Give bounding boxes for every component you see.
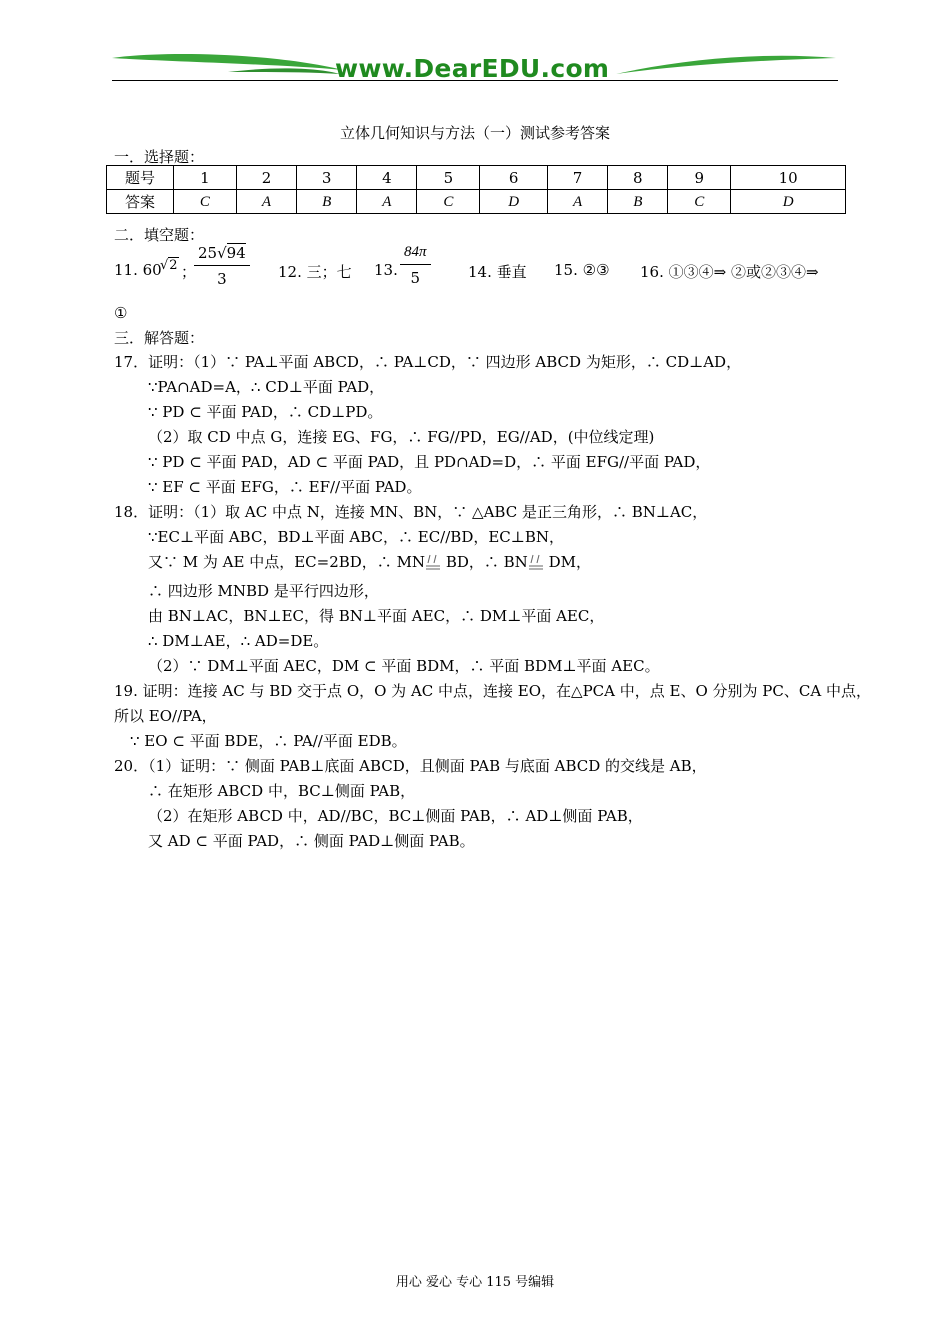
- solution-text: BD，∴ BN: [441, 553, 528, 571]
- solution-line: 19. 证明：连接 AC 与 BD 交于点 O，O 为 AC 中点，连接 EO，在△PCA 中，点 E、O 分别为 PC、CA 中点，: [114, 682, 871, 700]
- q16-answer: 16. ①③④⇒ ②或②③④⇒: [640, 263, 819, 281]
- q13-label: 13.: [374, 261, 398, 279]
- q11-fraction: [194, 244, 250, 288]
- solution-text: 又∵ M 为 AE 中点，EC=2BD，∴ MN: [148, 553, 426, 571]
- left-swoosh-tail: [228, 68, 340, 74]
- q12-answer: 12. 三；七: [278, 263, 352, 281]
- q16-continuation: ①: [114, 304, 128, 322]
- fill-in-answers-row: [114, 244, 854, 296]
- solution-text: DM，: [543, 553, 591, 571]
- table-cell: B: [608, 190, 668, 214]
- table-cell: A: [236, 190, 296, 214]
- sqrt-sign: √: [217, 244, 227, 262]
- solution-line: ∵ EF ⊂ 平面 EFG，∴ EF//平面 PAD。: [148, 478, 422, 496]
- solution-line: 17．证明：（1）∵ PA⊥平面 ABCD，∴ PA⊥CD，∵ 四边形 ABCD 为矩形，∴ CD⊥AD，: [114, 353, 742, 371]
- q11-sqrt: [160, 258, 179, 273]
- solution-line: ∵ PD ⊂ 平面 PAD，∴ CD⊥PD。: [148, 403, 383, 421]
- q13-fraction: [400, 244, 431, 287]
- table-cell: D: [480, 190, 548, 214]
- sqrt-sign: √: [160, 258, 169, 273]
- solution-line: （2）在矩形 ABCD 中，AD//BC，BC⊥侧面 PAB，∴ AD⊥侧面 PAB，: [148, 807, 643, 825]
- table-cell: A: [547, 190, 607, 214]
- solution-line: 18．证明：（1）取 AC 中点 N，连接 MN、BN，∵ △ABC 是正三角形，∴ BN⊥AC，: [114, 503, 708, 521]
- q11-separator: ；: [181, 263, 197, 281]
- solution-line-parallel-equal: [148, 552, 591, 572]
- fraction-numerator: 84π: [400, 244, 431, 265]
- parallel-equal-glyph: [528, 553, 544, 571]
- q11-radicand: 2: [169, 258, 178, 273]
- answer-table: [106, 165, 846, 214]
- table-cell: 8: [608, 166, 668, 190]
- fraction-numerator: [194, 244, 250, 266]
- solution-line: ∴ 四边形 MNBD 是平行四边形，: [148, 582, 379, 600]
- table-row-numbers: [107, 166, 846, 190]
- solution-line: ∴ 在矩形 ABCD 中，BC⊥侧面 PAB，: [148, 782, 416, 800]
- table-cell: C: [174, 190, 237, 214]
- page-title: 立体几何知识与方法（一）测试参考答案: [339, 124, 610, 142]
- parallel-equal-symbol: [425, 553, 441, 571]
- solution-line: ∴ DM⊥AE，∴ AD=DE。: [148, 632, 329, 650]
- q15-answer: 15. ②③: [554, 261, 610, 279]
- q14-answer: 14. 垂直: [468, 263, 527, 281]
- table-row-answers: [107, 190, 846, 214]
- solution-line: 所以 EO//PA，: [114, 707, 217, 725]
- site-logo-text[interactable]: www.DearEDU.com: [335, 54, 610, 83]
- parallel-equal-symbol: [528, 553, 544, 571]
- table-cell: 7: [547, 166, 607, 190]
- solution-line: （2）∵ DM⊥平面 AEC，DM ⊂ 平面 BDM，∴ 平面 BDM⊥平面 AEC。: [148, 657, 660, 675]
- solution-line: 又 AD ⊂ 平面 PAD，∴ 侧面 PAD⊥侧面 PAB。: [148, 832, 475, 850]
- section3-heading: 三．解答题：: [114, 329, 205, 347]
- page-footer: 用心 爱心 专心 115 号编辑: [395, 1275, 555, 1290]
- right-swoosh: [616, 56, 836, 74]
- numerator-coefficient: 25: [198, 244, 218, 262]
- table-cell: C: [417, 190, 480, 214]
- table-cell: 3: [297, 166, 357, 190]
- q11-label: 11. 60: [114, 261, 162, 279]
- solution-line: 20．（1）证明：∵ 侧面 PAB⊥底面 ABCD，且侧面 PAB 与底面 ABCD 的交线是 AB，: [114, 757, 707, 775]
- solution-line: ∵PA∩AD=A，∴ CD⊥平面 PAD，: [148, 378, 385, 396]
- table-cell: D: [731, 190, 846, 214]
- table-cell: 4: [357, 166, 417, 190]
- solution-line: ∵EC⊥平面 ABC，BD⊥平面 ABC，∴ EC//BD，EC⊥BN，: [148, 528, 565, 546]
- section1-heading: 一．选择题：: [114, 148, 205, 166]
- solution-line: 由 BN⊥AC，BN⊥EC，得 BN⊥平面 AEC，∴ DM⊥平面 AEC，: [148, 607, 605, 625]
- table-cell: 9: [668, 166, 731, 190]
- table-cell: A: [357, 190, 417, 214]
- left-swoosh: [112, 54, 343, 70]
- solution-line: ∵ EO ⊂ 平面 BDE，∴ PA//平面 EDB。: [130, 732, 407, 750]
- row-label-number: 题号: [107, 166, 174, 190]
- solution-line: （2）取 CD 中点 G，连接 EG、FG，∴ FG//PD，EG//AD，(中位线定理): [148, 428, 655, 446]
- table-cell: B: [297, 190, 357, 214]
- solution-line: ∵ PD ⊂ 平面 PAD，AD ⊂ 平面 PAD，且 PD∩AD=D，∴ 平面 EFG//平面 PAD，: [148, 453, 711, 471]
- table-cell: C: [668, 190, 731, 214]
- fraction-denominator: 5: [410, 269, 421, 287]
- numerator-radicand: 94: [226, 244, 246, 262]
- table-cell: 6: [480, 166, 548, 190]
- header-rule: [112, 80, 838, 81]
- parallel-equal-glyph: [425, 553, 441, 571]
- section2-heading: 二．填空题：: [114, 226, 205, 244]
- fraction-denominator: 3: [217, 270, 227, 288]
- table-cell: 5: [417, 166, 480, 190]
- table-cell: 1: [174, 166, 237, 190]
- row-label-answer: 答案: [107, 190, 174, 214]
- table-cell: 10: [731, 166, 846, 190]
- table-cell: 2: [236, 166, 296, 190]
